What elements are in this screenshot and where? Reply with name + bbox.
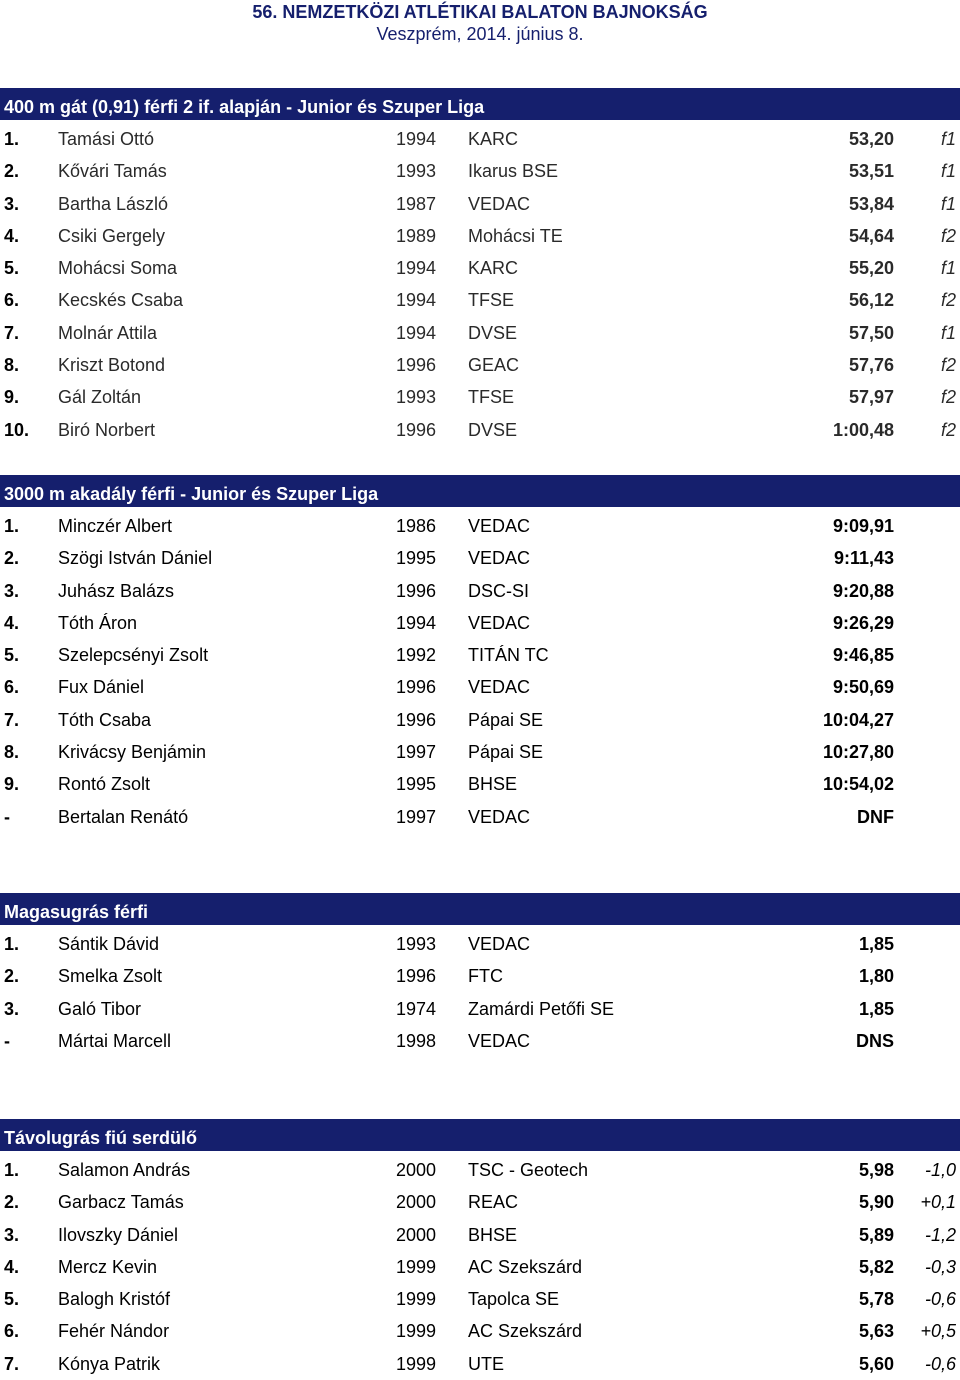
place-cell: 9.: [4, 774, 20, 795]
extra-info: f2: [940, 419, 956, 440]
birth-year: 1996: [396, 966, 437, 987]
club-name: GEAC: [468, 355, 520, 376]
result-mark: 53,84: [848, 193, 894, 214]
athlete-name: Garbacz Tamás: [58, 1192, 184, 1213]
extra-info: f2: [940, 387, 956, 408]
result-row: [0, 1022, 960, 1054]
athlete-name: Mohácsi Soma: [58, 258, 178, 279]
athlete-name: Juhász Balázs: [58, 580, 175, 601]
result-row: [0, 1151, 960, 1183]
club-name: VEDAC: [468, 806, 531, 827]
place-cell: 4.: [4, 612, 20, 633]
club-name: UTE: [468, 1353, 504, 1374]
athlete-name: Smelka Zsolt: [58, 966, 163, 987]
result-row: [0, 1183, 960, 1215]
result-mark: 1:00,48: [832, 419, 894, 440]
birth-year: 1999: [396, 1321, 437, 1342]
extra-info: -0,6: [924, 1289, 956, 1310]
club-name: BHSE: [468, 1224, 518, 1245]
place-cell: 3.: [4, 193, 20, 214]
result-row: [0, 925, 960, 957]
athlete-name: Ilovszky Dániel: [58, 1224, 179, 1245]
result-row: [0, 314, 960, 346]
result-mark: DNS: [855, 1030, 894, 1051]
page-header: [0, 0, 960, 45]
athlete-name: Salamon András: [58, 1160, 191, 1180]
result-mark: 1,85: [858, 934, 894, 954]
result-mark: 5,90: [858, 1192, 894, 1213]
result-row: [0, 572, 960, 604]
result-row: [0, 1248, 960, 1280]
birth-year: 2000: [396, 1192, 437, 1213]
result-mark: 57,50: [848, 322, 894, 343]
place-cell: 4.: [4, 225, 20, 246]
birth-year: 1987: [396, 193, 437, 214]
place-cell: 6.: [4, 677, 20, 698]
result-mark: 1,80: [858, 966, 894, 987]
result-row: [0, 539, 960, 571]
result-row: [0, 733, 960, 765]
result-mark: 9:26,29: [832, 612, 894, 633]
place-cell: 1.: [4, 129, 20, 149]
club-name: VEDAC: [468, 1030, 531, 1051]
athlete-name: Krivácsy Benjámin: [58, 742, 207, 763]
result-row: [0, 378, 960, 410]
result-row: [0, 636, 960, 668]
result-row: [0, 120, 960, 152]
place-cell: 7.: [4, 322, 20, 343]
place-cell: 1.: [4, 516, 20, 536]
club-name: Ikarus BSE: [468, 161, 559, 182]
result-mark: 57,76: [848, 355, 894, 376]
athlete-name: Kővári Tamás: [58, 161, 167, 182]
birth-year: 1997: [396, 806, 437, 827]
athlete-name: Kriszt Botond: [58, 355, 166, 376]
extra-info: f1: [940, 193, 956, 214]
result-mark: 5,60: [858, 1353, 894, 1374]
athlete-name: Tóth Csaba: [58, 709, 152, 730]
extra-info: f1: [940, 161, 956, 182]
birth-year: 1999: [396, 1353, 437, 1374]
result-row: [0, 798, 960, 830]
birth-year: 1999: [396, 1256, 437, 1277]
place-cell: 5.: [4, 1289, 20, 1310]
club-name: DVSE: [468, 419, 518, 440]
result-mark: 9:11,43: [833, 548, 894, 569]
club-name: VEDAC: [468, 934, 531, 954]
result-row: [0, 1312, 960, 1344]
birth-year: 1996: [396, 419, 437, 440]
athlete-name: Bertalan Renátó: [58, 806, 189, 827]
result-row: [0, 185, 960, 217]
birth-year: 1996: [396, 677, 437, 698]
athlete-name: Csiki Gergely: [58, 225, 166, 246]
place-cell: 6.: [4, 1321, 20, 1342]
place-cell: 1.: [4, 934, 20, 954]
birth-year: 1974: [396, 998, 437, 1019]
event-title-bar: Magasugrás férfi: [0, 893, 960, 925]
page-title: 56. NEMZETKÖZI ATLÉTIKAI BALATON BAJNOKSÁG: [252, 2, 708, 22]
birth-year: 1995: [396, 548, 437, 569]
club-name: DVSE: [468, 322, 518, 343]
result-mark: 5,63: [858, 1321, 894, 1342]
club-name: DSC-SI: [468, 580, 530, 601]
place-cell: 7.: [4, 1353, 20, 1374]
place-cell: 1.: [4, 1160, 20, 1180]
result-mark: 53,51: [848, 161, 894, 182]
result-mark: 5,78: [858, 1289, 894, 1310]
athlete-name: Biró Norbert: [58, 419, 156, 440]
place-cell: 6.: [4, 290, 20, 311]
result-mark: 9:20,88: [832, 580, 894, 601]
place-cell: 7.: [4, 709, 20, 730]
athlete-name: Sántik Dávid: [58, 934, 160, 954]
birth-year: 1994: [396, 322, 437, 343]
result-mark: 5,82: [858, 1256, 894, 1277]
place-cell: 3.: [4, 580, 20, 601]
result-row: [0, 1216, 960, 1248]
club-name: TFSE: [468, 387, 515, 408]
athlete-name: Balogh Kristóf: [58, 1289, 171, 1310]
birth-year: 1992: [396, 645, 437, 666]
athlete-name: Fux Dániel: [58, 677, 145, 698]
athlete-name: Kecskés Csaba: [58, 290, 184, 311]
birth-year: 1993: [396, 934, 437, 954]
birth-year: 1994: [396, 258, 437, 279]
place-cell: 9.: [4, 387, 20, 408]
result-mark: 9:09,91: [832, 516, 894, 536]
club-name: AC Szekszárd: [468, 1256, 583, 1277]
result-row: [0, 411, 960, 443]
result-mark: DNF: [857, 806, 894, 827]
result-mark: 10:54,02: [822, 774, 894, 795]
result-mark: 56,12: [848, 290, 894, 311]
athlete-name: Tamási Ottó: [58, 129, 155, 149]
birth-year: 1986: [396, 516, 437, 536]
birth-year: 1994: [396, 129, 437, 149]
event-title-bar: 400 m gát (0,91) férfi 2 if. alapján - Junior és Szuper Liga: [0, 88, 960, 120]
result-row: [0, 507, 960, 539]
result-mark: 10:04,27: [822, 709, 894, 730]
result-row: [0, 249, 960, 281]
result-row: [0, 701, 960, 733]
extra-info: f1: [940, 258, 956, 279]
extra-info: -0,6: [924, 1353, 956, 1374]
extra-info: +0,1: [920, 1192, 956, 1213]
club-name: Zamárdi Petőfi SE: [468, 998, 615, 1019]
place-cell: -: [4, 806, 10, 827]
club-name: Pápai SE: [468, 742, 544, 763]
birth-year: 1996: [396, 355, 437, 376]
result-mark: 5,98: [858, 1160, 894, 1180]
place-cell: 2.: [4, 966, 20, 987]
extra-info: f2: [940, 225, 956, 246]
birth-year: 2000: [396, 1224, 437, 1245]
place-cell: 8.: [4, 742, 20, 763]
place-cell: 2.: [4, 548, 20, 569]
result-row: [0, 990, 960, 1022]
athlete-name: Minczér Albert: [58, 516, 173, 536]
birth-year: 1994: [396, 612, 437, 633]
event-section: [0, 893, 960, 1054]
birth-year: 1996: [396, 580, 437, 601]
club-name: AC Szekszárd: [468, 1321, 583, 1342]
athlete-name: Fehér Nándor: [58, 1321, 170, 1342]
event-section: [0, 88, 960, 443]
result-mark: 9:46,85: [832, 645, 894, 666]
club-name: VEDAC: [468, 548, 531, 569]
event-section: [0, 475, 960, 830]
result-mark: 5,89: [858, 1224, 894, 1245]
extra-info: +0,5: [920, 1321, 956, 1342]
birth-year: 1989: [396, 225, 437, 246]
extra-info: -1,2: [924, 1224, 956, 1245]
result-row: [0, 217, 960, 249]
club-name: BHSE: [468, 774, 518, 795]
result-mark: 9:50,69: [832, 677, 894, 698]
result-row: [0, 281, 960, 313]
extra-info: -0,3: [924, 1256, 956, 1277]
extra-info: f2: [940, 290, 956, 311]
athlete-name: Rontó Zsolt: [58, 774, 151, 795]
result-mark: 1,85: [858, 998, 894, 1019]
place-cell: 2.: [4, 1192, 20, 1213]
athlete-name: Galó Tibor: [58, 998, 142, 1019]
place-cell: -: [4, 1030, 10, 1051]
result-row: [0, 765, 960, 797]
extra-info: f2: [940, 355, 956, 376]
birth-year: 1997: [396, 742, 437, 763]
place-cell: 2.: [4, 161, 20, 182]
club-name: Mohácsi TE: [468, 225, 563, 246]
result-row: [0, 957, 960, 989]
birth-year: 2000: [396, 1160, 437, 1180]
club-name: REAC: [468, 1192, 519, 1213]
result-row: [0, 1280, 960, 1312]
birth-year: 1996: [396, 709, 437, 730]
extra-info: f1: [940, 322, 956, 343]
place-cell: 10.: [4, 419, 30, 440]
athlete-name: Gál Zoltán: [58, 387, 142, 408]
place-cell: 8.: [4, 355, 20, 376]
athlete-name: Kónya Patrik: [58, 1353, 161, 1374]
athlete-name: Mercz Kevin: [58, 1256, 158, 1277]
place-cell: 3.: [4, 1224, 20, 1245]
result-row: [0, 668, 960, 700]
event-title-bar: Távolugrás fiú serdülő: [0, 1119, 960, 1151]
athlete-name: Molnár Attila: [58, 322, 158, 343]
result-row: [0, 1345, 960, 1377]
athlete-name: Bartha László: [58, 193, 169, 214]
club-name: TITÁN TC: [468, 645, 549, 666]
athlete-name: Tóth Áron: [58, 612, 138, 633]
result-row: [0, 604, 960, 636]
extra-info: f1: [940, 129, 956, 149]
place-cell: 3.: [4, 998, 20, 1019]
result-row: [0, 152, 960, 184]
extra-info: -1,0: [924, 1160, 956, 1180]
result-mark: 55,20: [848, 258, 894, 279]
place-cell: 5.: [4, 645, 20, 666]
event-section: [0, 1119, 960, 1377]
club-name: KARC: [468, 129, 519, 149]
athlete-name: Szelepcsényi Zsolt: [58, 645, 209, 666]
athlete-name: Mártai Marcell: [58, 1030, 172, 1051]
event-title-bar: 3000 m akadály férfi - Junior és Szuper Liga: [0, 475, 960, 507]
result-row: [0, 346, 960, 378]
place-cell: 5.: [4, 258, 20, 279]
place-cell: 4.: [4, 1256, 20, 1277]
club-name: VEDAC: [468, 516, 531, 536]
club-name: Tapolca SE: [468, 1289, 560, 1310]
club-name: VEDAC: [468, 677, 531, 698]
club-name: VEDAC: [468, 612, 531, 633]
result-mark: 54,64: [848, 225, 894, 246]
birth-year: 1993: [396, 161, 437, 182]
club-name: FTC: [468, 966, 503, 987]
athlete-name: Szögi István Dániel: [58, 548, 213, 569]
club-name: Pápai SE: [468, 709, 544, 730]
page-subtitle: Veszprém, 2014. június 8.: [376, 24, 584, 44]
club-name: TSC - Geotech: [468, 1160, 589, 1180]
result-mark: 10:27,80: [822, 742, 894, 763]
result-mark: 53,20: [848, 129, 894, 149]
club-name: TFSE: [468, 290, 515, 311]
birth-year: 1995: [396, 774, 437, 795]
birth-year: 1999: [396, 1289, 437, 1310]
birth-year: 1993: [396, 387, 437, 408]
birth-year: 1998: [396, 1030, 437, 1051]
club-name: KARC: [468, 258, 519, 279]
club-name: VEDAC: [468, 193, 531, 214]
birth-year: 1994: [396, 290, 437, 311]
result-mark: 57,97: [848, 387, 894, 408]
